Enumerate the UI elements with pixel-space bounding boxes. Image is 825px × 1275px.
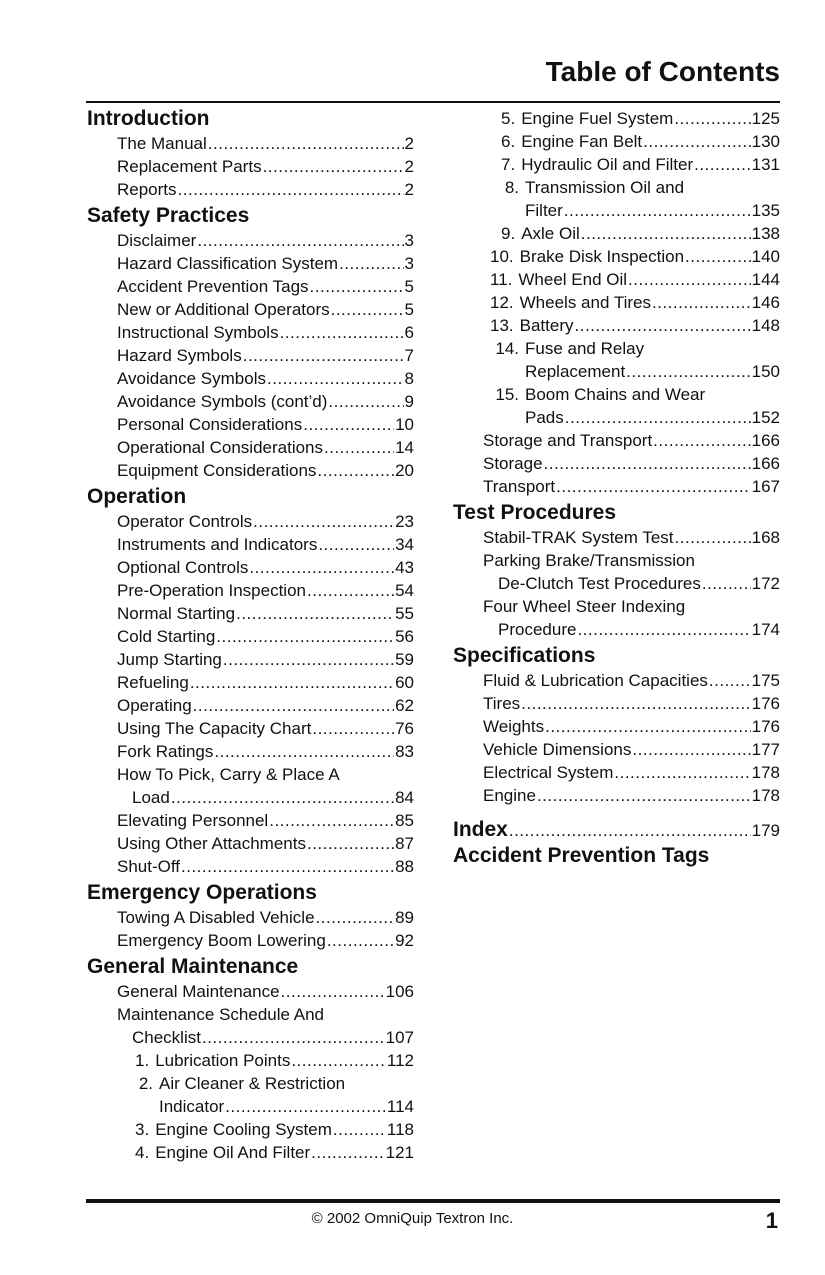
toc-entry-numbered[interactable]: 15. Boom Chains and Wear Pads ..... 152 — [453, 383, 780, 429]
toc-entry-numbered[interactable]: 14. Fuse and Relay Replacement ..... 150 — [453, 337, 780, 383]
maintenance-items-left — [87, 980, 414, 1164]
operation-items — [87, 510, 414, 878]
section-emergency-operations[interactable]: Emergency Operations — [87, 881, 317, 904]
toc-entry[interactable]: Shut-Off ..... 88 — [87, 855, 414, 878]
toc-entry[interactable]: General Maintenance ..... 106 — [87, 980, 414, 1003]
toc-entry[interactable]: The Manual ..... 2 — [87, 132, 414, 155]
toc-entry-numbered[interactable]: 9. Axle Oil ..... 138 — [453, 222, 780, 245]
toc-entry-numbered[interactable]: 7. Hydraulic Oil and Filter ..... 131 — [453, 153, 780, 176]
toc-entry[interactable]: Tires ..... 176 — [453, 692, 780, 715]
toc-entry[interactable]: Storage and Transport ..... 166 — [453, 429, 780, 452]
toc-entry[interactable]: Optional Controls ..... 43 — [87, 556, 414, 579]
bottom-rule — [86, 1199, 780, 1203]
toc-entry[interactable]: Elevating Personnel ..... 85 — [87, 809, 414, 832]
emergency-items — [87, 906, 414, 952]
toc-entry[interactable]: Avoidance Symbols (cont’d) ..... 9 — [87, 390, 414, 413]
toc-entry[interactable]: Personal Considerations ..... 10 — [87, 413, 414, 436]
toc-entry[interactable]: Instruments and Indicators ..... 34 — [87, 533, 414, 556]
introduction-items — [87, 132, 414, 201]
top-rule — [86, 101, 780, 103]
section-test-procedures[interactable]: Test Procedures — [453, 501, 617, 524]
toc-entry-numbered[interactable]: 1. Lubrication Points ..... 112 — [87, 1049, 414, 1072]
page-title: Table of Contents — [545, 56, 780, 87]
page-number: 1 — [765, 1208, 778, 1233]
toc-entry[interactable]: Reports ..... 2 — [87, 178, 414, 201]
section-operation[interactable]: Operation — [87, 485, 187, 508]
toc-entry[interactable]: Cold Starting ..... 56 — [87, 625, 414, 648]
toc-entry-numbered[interactable]: 10. Brake Disk Inspection ..... 140 — [453, 245, 780, 268]
toc-entry[interactable]: Equipment Considerations ..... 20 — [87, 459, 414, 482]
maintenance-items-right — [453, 107, 780, 498]
section-index[interactable]: Index ..... 179 — [453, 817, 780, 843]
toc-entry[interactable]: Jump Starting ..... 59 — [87, 648, 414, 671]
toc-entry[interactable]: Operator Controls ..... 23 — [87, 510, 414, 533]
section-general-maintenance[interactable]: General Maintenance — [87, 955, 299, 978]
toc-entry[interactable]: Transport ..... 167 — [453, 475, 780, 498]
toc-entry-pick-carry[interactable]: How To Pick, Carry & Place A Load ..... 84 — [87, 763, 414, 809]
section-introduction[interactable]: Introduction — [87, 107, 210, 130]
toc-entry-numbered[interactable]: 12. Wheels and Tires ..... 146 — [453, 291, 780, 314]
toc-entry[interactable]: Storage ..... 166 — [453, 452, 780, 475]
toc-entry[interactable]: Pre-Operation Inspection ..... 54 — [87, 579, 414, 602]
toc-entry-parking[interactable]: Parking Brake/Transmission De-Clutch Test Procedures ..... 172 — [453, 549, 780, 595]
toc-entry[interactable]: Operational Considerations ..... 14 — [87, 436, 414, 459]
copyright: © 2002 OmniQuip Textron Inc. — [311, 1210, 514, 1227]
toc-entry[interactable]: Avoidance Symbols ..... 8 — [87, 367, 414, 390]
toc-entry[interactable]: Emergency Boom Lowering ..... 92 — [87, 929, 414, 952]
toc-entry-numbered[interactable]: 2. Air Cleaner & Restriction Indicator ..... 114 — [87, 1072, 414, 1118]
toc-entry-four-wheel[interactable]: Four Wheel Steer Indexing Procedure ..... 174 — [453, 595, 780, 641]
toc-entry[interactable]: Operating ..... 62 — [87, 694, 414, 717]
toc-entry[interactable]: Refueling ..... 60 — [87, 671, 414, 694]
safety-items — [87, 229, 414, 482]
toc-entry-numbered[interactable]: 5. Engine Fuel System ..... 125 — [453, 107, 780, 130]
toc-entry[interactable]: Hazard Classification System ..... 3 — [87, 252, 414, 275]
toc-entry[interactable]: Fork Ratings ..... 83 — [87, 740, 414, 763]
toc-entry[interactable]: Accident Prevention Tags ..... 5 — [87, 275, 414, 298]
toc-entry[interactable]: Normal Starting ..... 55 — [87, 602, 414, 625]
toc-entry[interactable]: Vehicle Dimensions ..... 177 — [453, 738, 780, 761]
section-accident-prevention-tags[interactable]: Accident Prevention Tags — [453, 844, 710, 867]
toc-entry-numbered[interactable]: 8. Transmission Oil and Filter ..... 135 — [453, 176, 780, 222]
toc-left-column — [87, 106, 414, 1164]
toc-entry[interactable]: Instructional Symbols ..... 6 — [87, 321, 414, 344]
toc-entry-numbered[interactable]: 11. Wheel End Oil ..... 144 — [453, 268, 780, 291]
toc-entry[interactable]: Towing A Disabled Vehicle ..... 89 — [87, 906, 414, 929]
specs-items — [453, 669, 780, 807]
toc-entry-numbered[interactable]: 4. Engine Oil And Filter ..... 121 — [87, 1141, 414, 1164]
toc-entry-numbered[interactable]: 3. Engine Cooling System ..... 118 — [87, 1118, 414, 1141]
toc-entry[interactable]: Replacement Parts ..... 2 — [87, 155, 414, 178]
tests-items — [453, 526, 780, 641]
toc-entry-schedule[interactable]: Maintenance Schedule And Checklist ..... 107 — [87, 1003, 414, 1049]
toc-entry[interactable]: Hazard Symbols ..... 7 — [87, 344, 414, 367]
toc-entry-numbered[interactable]: 13. Battery ..... 148 — [453, 314, 780, 337]
toc-entry[interactable]: Disclaimer ..... 3 — [87, 229, 414, 252]
section-specifications[interactable]: Specifications — [453, 644, 596, 667]
toc-entry[interactable]: New or Additional Operators ..... 5 — [87, 298, 414, 321]
toc-entry[interactable]: Using The Capacity Chart ..... 76 — [87, 717, 414, 740]
toc-entry[interactable]: Weights ..... 176 — [453, 715, 780, 738]
toc-entry[interactable]: Electrical System ..... 178 — [453, 761, 780, 784]
toc-entry[interactable]: Stabil-TRAK System Test ..... 168 — [453, 526, 780, 549]
toc-entry[interactable]: Engine ..... 178 — [453, 784, 780, 807]
toc-entry-numbered[interactable]: 6. Engine Fan Belt ..... 130 — [453, 130, 780, 153]
toc-entry[interactable]: Fluid & Lubrication Capacities ..... 175 — [453, 669, 780, 692]
section-safety-practices[interactable]: Safety Practices — [87, 204, 250, 227]
toc-entry[interactable]: Using Other Attachments ..... 87 — [87, 832, 414, 855]
toc-right-column — [453, 107, 780, 869]
